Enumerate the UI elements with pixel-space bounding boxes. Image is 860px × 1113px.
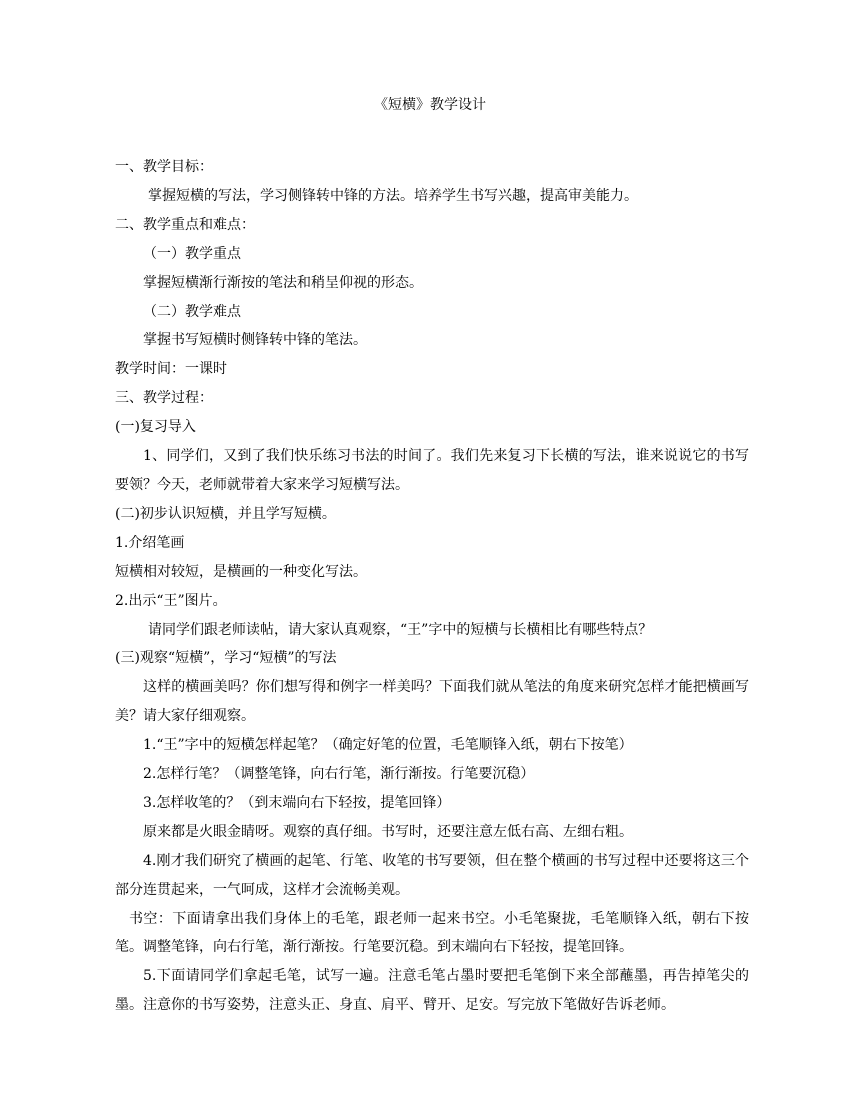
document-body — [115, 153, 749, 1020]
paragraph: 二、教学重点和难点： — [115, 216, 255, 233]
paragraph: 3.怎样收笔的？（到末端向右下轻按，提笔回锋） — [143, 794, 451, 811]
paragraph: 1.“王”字中的短横怎样起笔？（确定好笔的位置，毛笔顺锋入纸，朝右下按笔） — [143, 737, 633, 754]
paragraph: 5.下面请同学们拿起毛笔，试写一遍。注意毛笔占墨时要把毛笔倒下来全部蘸墨，再告掉笔尖的墨。注意你的书写姿势，注意头正、身直、肩平、臂开、足安。写完放下笔做好告诉老师。 — [115, 968, 749, 1014]
paragraph: 教学时间：一课时 — [115, 361, 227, 378]
paragraph: 掌握短横渐行渐按的笔法和稍呈仰视的形态。 — [143, 274, 423, 291]
paragraph: 掌握短横的写法，学习侧锋转中锋的方法。培养学生书写兴趣，提高审美能力。 — [148, 187, 638, 204]
paragraph: 一、教学目标： — [115, 159, 213, 175]
paragraph: 三、教学过程： — [115, 390, 213, 407]
paragraph: （一）教学重点 — [143, 245, 241, 262]
paragraph: 4.刚才我们研究了横画的起笔、行笔、收笔的书写要领，但在整个横画的书写过程中还要将这三个部分连贯起来，一气呵成，这样才会流畅美观。 — [115, 852, 749, 898]
paragraph: 掌握书写短横时侧锋转中锋的笔法。 — [143, 332, 367, 349]
paragraph: 1.介绍笔画 — [115, 534, 185, 551]
paragraph: 这样的横画美吗？你们想写得和例字一样美吗？下面我们就从笔法的角度来研究怎样才能把横画写美？请大家仔细观察。 — [115, 679, 749, 725]
paragraph: 书空：下面请拿出我们身体上的毛笔，跟老师一起来书空。小毛笔聚拢，毛笔顺锋入纸，朝右下按笔。调整笔锋，向右行笔，渐行渐按。行笔要沉稳。到末端向右下轻按，提笔回锋。 — [115, 910, 749, 956]
paragraph: (二)初步认识短横，并且学写短横。 — [115, 505, 336, 522]
paragraph: 2.出示“王”图片。 — [115, 592, 227, 609]
paragraph: (一)复习导入 — [115, 419, 196, 436]
paragraph: (三)观察“短横”，学习“短横”的写法 — [115, 650, 337, 667]
paragraph: 请同学们跟老师读帖，请大家认真观察，“王”字中的短横与长横相比有哪些特点？ — [148, 621, 653, 638]
paragraph: 原来都是火眼金睛呀。观察的真仔细。书写时，还要注意左低右高、左细右粗。 — [143, 823, 633, 840]
paragraph: 短横相对较短，是横画的一种变化写法。 — [115, 563, 367, 580]
paragraph: （二）教学难点 — [143, 303, 241, 320]
document-title: 《短横》教学设计 — [374, 97, 486, 113]
paragraph: 1、同学们，又到了我们快乐练习书法的时间了。我们先来复习下长横的写法，谁来说说它的书写要领？今天，老师就带着大家来学习短横写法。 — [115, 448, 749, 493]
paragraph: 2.怎样行笔？（调整笔锋，向右行笔，渐行渐按。行笔要沉稳） — [143, 766, 535, 783]
